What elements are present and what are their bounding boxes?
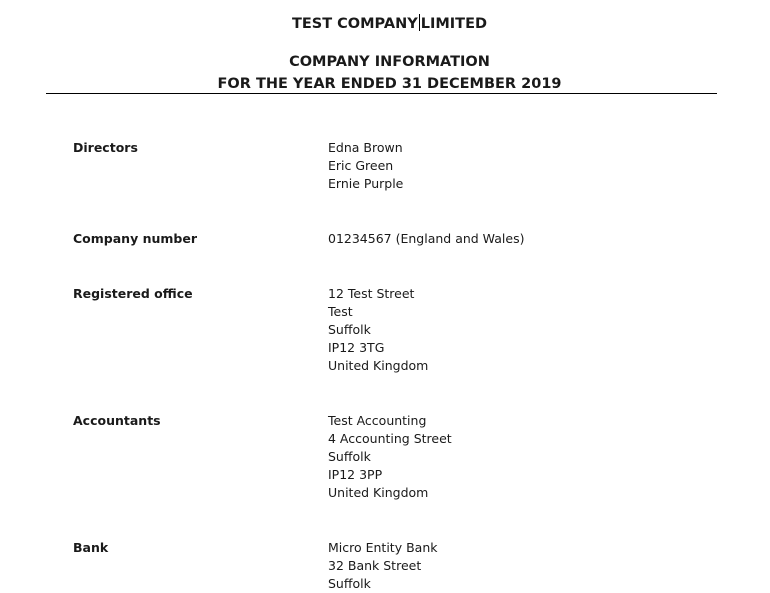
- company-number-label: Company number: [73, 231, 197, 246]
- company-name[interactable]: [0, 14, 770, 32]
- directors-value: [328, 139, 403, 193]
- report-period: FOR THE YEAR ENDED 31 DECEMBER 2019: [217, 76, 562, 92]
- header-divider: [46, 93, 717, 94]
- address-line: 4 Accounting Street: [328, 431, 452, 446]
- directors-label: Directors: [73, 140, 138, 155]
- address-line: Test Accounting: [328, 413, 427, 428]
- company-name-part2: LIMITED: [420, 16, 488, 32]
- address-line: IP12 3TG: [328, 340, 385, 355]
- company-number-value: [328, 230, 524, 248]
- registered-office-label: Registered office: [73, 286, 193, 301]
- address-line: Suffolk: [328, 576, 371, 591]
- address-line: Micro Entity Bank: [328, 540, 438, 555]
- address-line: Test: [328, 304, 353, 319]
- director-name: Edna Brown: [328, 140, 403, 155]
- address-line: Suffolk: [328, 322, 371, 337]
- accountants-label: Accountants: [73, 413, 161, 428]
- address-line: 32 Bank Street: [328, 558, 422, 573]
- bank-label: Bank: [73, 540, 109, 555]
- address-line: United Kingdom: [328, 358, 429, 373]
- text-cursor: [419, 14, 420, 31]
- director-name: Ernie Purple: [328, 176, 404, 191]
- accountants-address: [328, 412, 452, 502]
- address-line: Suffolk: [328, 449, 371, 464]
- address-line: 12 Test Street: [328, 286, 415, 301]
- report-heading: [0, 51, 770, 95]
- address-line: IP12 3PP: [328, 467, 383, 482]
- bank-address: [328, 539, 437, 593]
- company-name-part1: TEST COMPANY: [291, 16, 418, 32]
- director-name: Eric Green: [328, 158, 394, 173]
- registered-office-address: [328, 285, 428, 375]
- company-number-text: 01234567 (England and Wales): [328, 231, 525, 246]
- address-line: United Kingdom: [328, 485, 429, 500]
- report-title: COMPANY INFORMATION: [289, 54, 490, 70]
